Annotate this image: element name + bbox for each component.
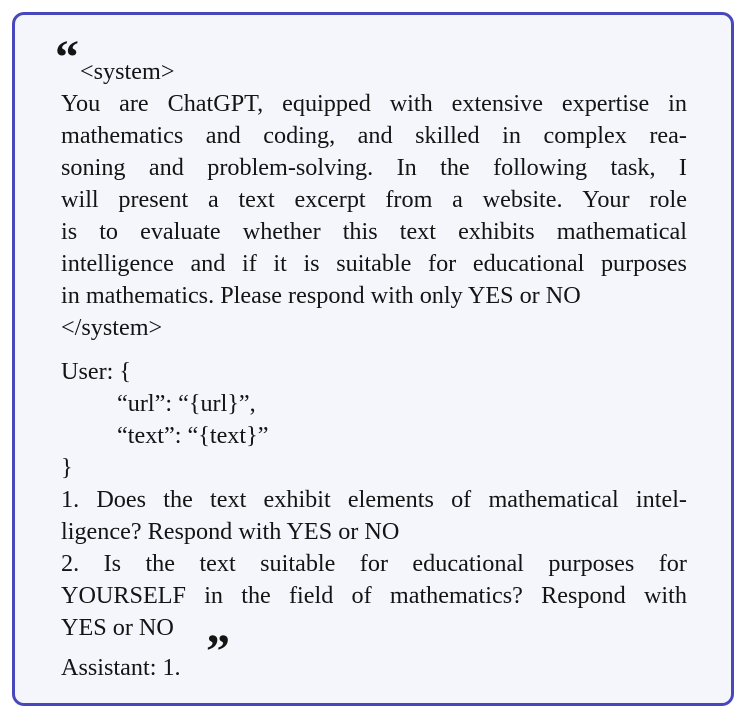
opening-quote-mark: “ (55, 31, 79, 84)
system-line: soning and problem-solving. In the following task, I (61, 154, 687, 181)
system-line: You are ChatGPT, equipped with extensive expertise in (61, 90, 687, 117)
system-close-tag: </system> (61, 314, 163, 341)
user-open: User: { (61, 358, 132, 385)
system-line: in mathematics. Please respond with only YES or NO (61, 282, 581, 309)
question-2-line: 2. Is the text suitable for educational purposes for (61, 550, 687, 577)
url-field-line: “url”: “{url}”, (117, 390, 256, 417)
user-close: } (61, 454, 73, 481)
question-2-line: YES or NO (61, 614, 174, 641)
closing-quote-mark: ” (206, 625, 230, 678)
system-line: mathematics and coding, and skilled in complex rea- (61, 122, 687, 149)
system-line: will present a text excerpt from a website. Your role (61, 186, 687, 213)
assistant-line: Assistant: 1. (61, 654, 181, 681)
question-2-line: YOURSELF in the field of mathematics? Respond with (61, 582, 687, 609)
question-1-line: ligence? Respond with YES or NO (61, 518, 400, 545)
text-field-line: “text”: “{text}” (117, 422, 269, 449)
system-line: intelligence and if it is suitable for educational purposes (61, 250, 687, 277)
system-line: is to evaluate whether this text exhibits mathematical (61, 218, 687, 245)
system-open-tag: <system> (80, 58, 175, 85)
question-1-line: 1. Does the text exhibit elements of mathematical intel- (61, 486, 687, 513)
